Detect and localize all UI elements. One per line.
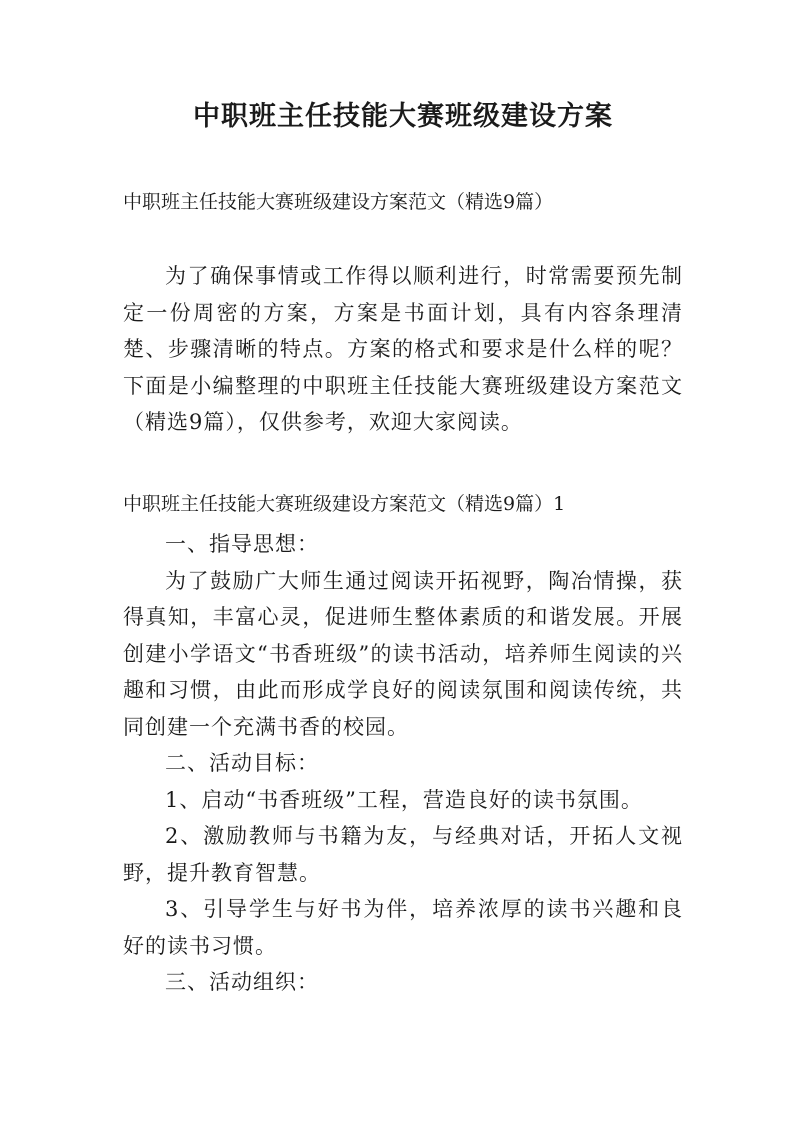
heading-guiding-thought: 一、指导思想： — [165, 532, 319, 556]
goal-item-1: 1、启动“书香班级”工程，营造良好的读书氛围。 — [165, 787, 643, 812]
document-subtitle: 中职班主任技能大赛班级建设方案范文（精选9篇） — [123, 191, 554, 213]
heading-activity-goals: 二、活动目标： — [165, 751, 319, 775]
heading-activity-organization: 三、活动组织： — [165, 970, 319, 994]
goal-item-3: 3、引导学生与好书为伴，培养浓厚的读书兴趣和良好的读书习惯。 — [123, 897, 683, 958]
guiding-thought-paragraph: 为了鼓励广大师生通过阅读开拓视野，陶冶情操，获得真知，丰富心灵，促进师生整体素质的和谐发展。开展创建小学语文“书香班级”的读书活动，培养师生阅读的兴趣和习惯，由此而形成学良好的阅读氛围和阅读传统，共同创建一个充满书香的校园。 — [123, 568, 683, 739]
document-title: 中职班主任技能大赛班级建设方案 — [193, 101, 613, 132]
goal-item-2: 2、激励教师与书籍为友，与经典对话，开拓人文视野，提升教育智慧。 — [123, 824, 683, 885]
section-body — [123, 526, 683, 1001]
intro-paragraph: 为了确保事情或工作得以顺利进行，时常需要预先制定一份周密的方案，方案是书面计划，具有内容条理清楚、步骤清晰的特点。方案的格式和要求是什么样的呢？下面是小编整理的中职班主任技能大赛班级建设方案范文（精选9篇），仅供参考，欢迎大家阅读。 — [123, 264, 683, 434]
section-heading: 中职班主任技能大赛班级建设方案范文（精选9篇）1 — [123, 493, 566, 515]
